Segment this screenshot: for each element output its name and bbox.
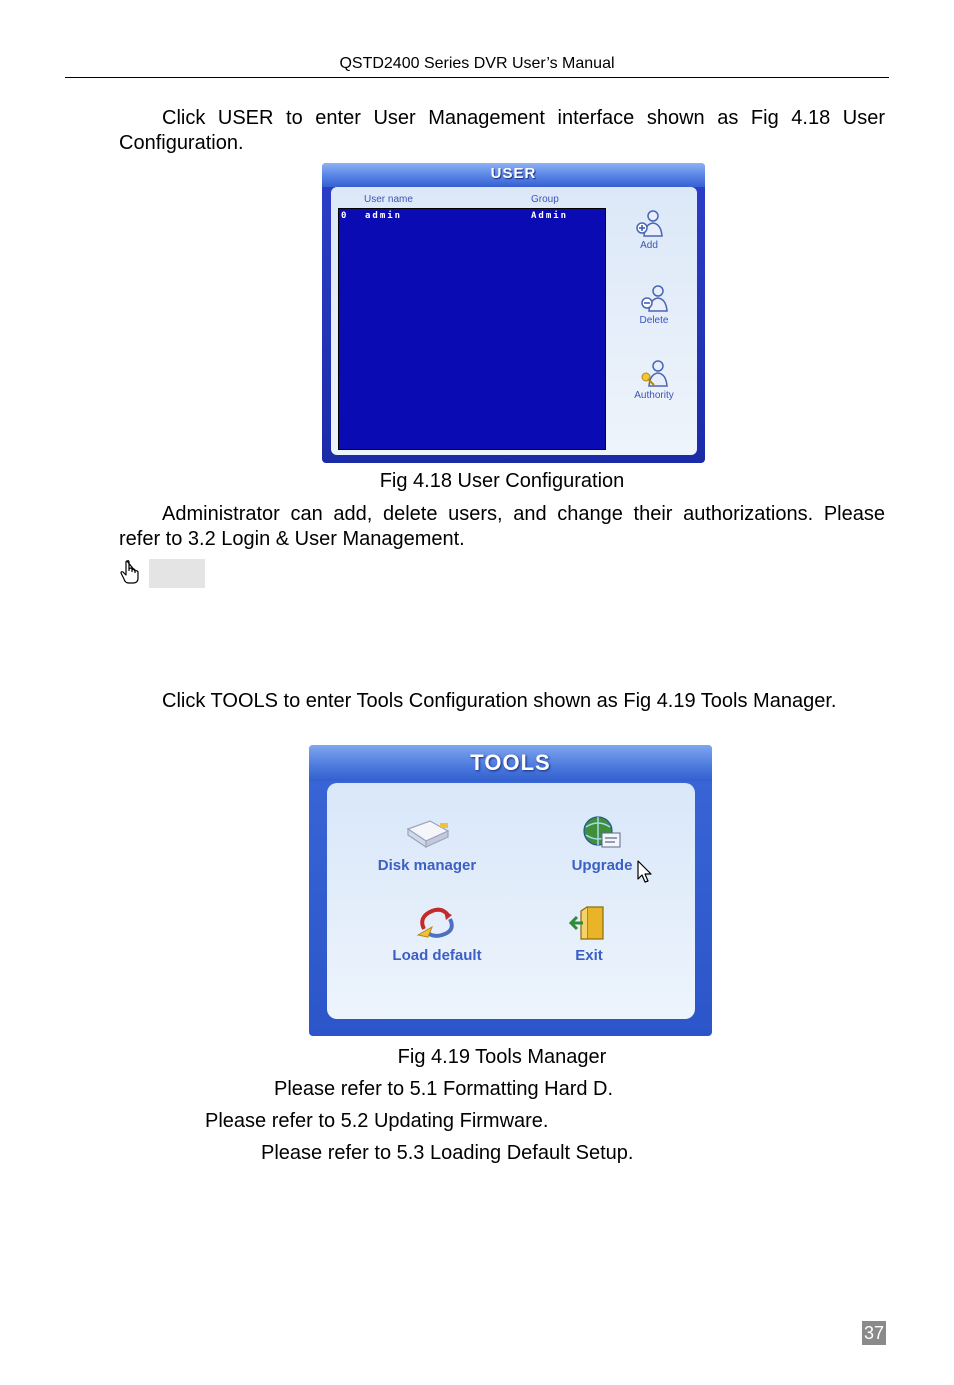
add-user-button[interactable]: [614, 209, 684, 251]
load-default-icon: [410, 903, 464, 943]
authority-icon: [638, 359, 670, 389]
upgrade-label: Upgrade: [571, 857, 633, 874]
reference-load-default: Please refer to 5.3 Loading Default Setup.: [261, 1142, 634, 1164]
tools-window: [309, 745, 712, 1036]
user-panel: [331, 187, 697, 455]
column-header-group: Group: [531, 194, 559, 205]
page-header: QSTD2400 Series DVR User’s Manual: [339, 55, 615, 72]
paragraph-tools-intro: Click TOOLS to enter Tools Configuration shown as Fig 4.19 Tools Manager.: [162, 690, 837, 712]
delete-user-icon: [638, 284, 670, 314]
figure-caption-tools: Fig 4.19 Tools Manager: [397, 1046, 607, 1068]
add-user-icon: [633, 209, 665, 239]
user-row-name[interactable]: admin: [365, 211, 403, 221]
delete-user-button[interactable]: [619, 284, 689, 326]
header-rule: [65, 77, 889, 78]
authority-button[interactable]: [619, 359, 689, 401]
page-number: 37: [863, 1323, 885, 1343]
paragraph-administrator: Administrator can add, delete users, and change their authorizations. Please refer to 3.2 Login & User Management.: [119, 503, 885, 550]
upgrade-icon: [580, 813, 624, 853]
disk-manager-button[interactable]: [367, 813, 487, 874]
user-row-group: Admin: [531, 211, 569, 221]
paragraph-user-intro: Click USER to enter User Management interface shown as Fig 4.18 User Configuration.: [119, 107, 885, 154]
tools-window-title: TOOLS: [470, 750, 551, 775]
user-row-index: 0: [341, 211, 349, 221]
column-header-username: User name: [364, 194, 413, 205]
exit-icon: [567, 903, 611, 943]
figure-caption-user: Fig 4.18 User Configuration: [379, 470, 625, 492]
exit-button[interactable]: [559, 903, 619, 964]
exit-label: Exit: [575, 947, 603, 964]
load-default-label: Load default: [392, 947, 482, 964]
add-user-label: Add: [640, 240, 658, 251]
load-default-button[interactable]: [372, 903, 502, 964]
reference-disk-manager: Please refer to 5.1 Formatting Hard D.: [274, 1078, 614, 1100]
tools-panel: [327, 783, 695, 1019]
reference-upgrade: Please refer to 5.2 Updating Firmware.: [205, 1110, 549, 1132]
user-window-title: USER: [490, 165, 537, 182]
note-box: [149, 559, 205, 588]
user-list[interactable]: [338, 208, 606, 450]
delete-user-label: Delete: [639, 315, 669, 326]
pointing-hand-icon: [119, 559, 141, 585]
user-window: [322, 163, 705, 463]
disk-icon: [400, 813, 454, 853]
disk-manager-label: Disk manager: [377, 857, 477, 874]
authority-label: Authority: [634, 390, 674, 401]
mouse-cursor-icon: [636, 859, 654, 885]
